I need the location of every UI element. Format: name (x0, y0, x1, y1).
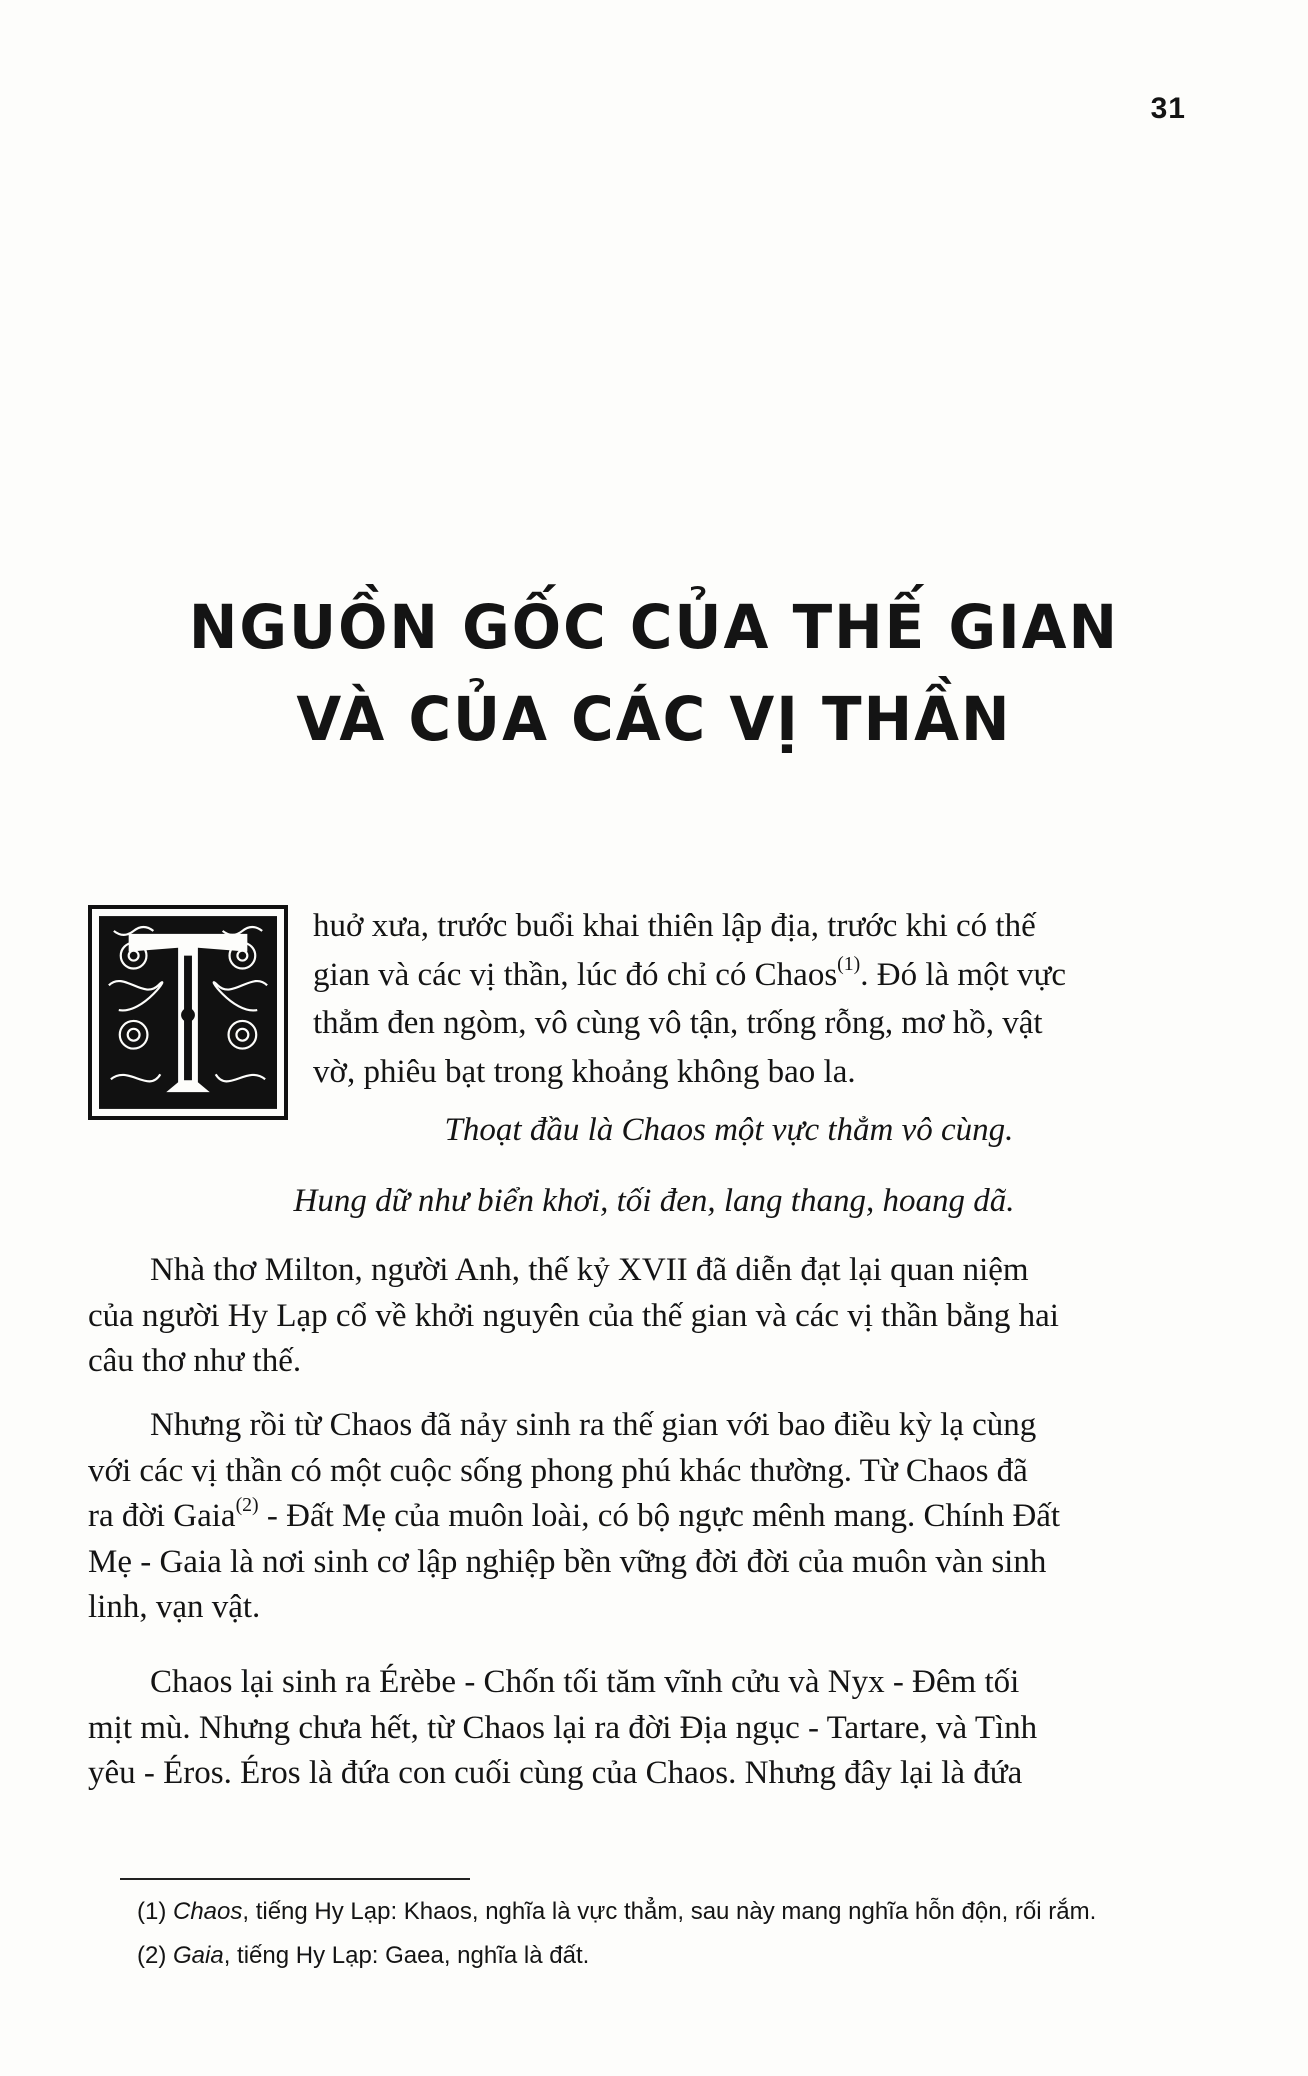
paragraph-line: Nhà thơ Milton, người Anh, thế kỷ XVII đã diễn đạt lại quan niệm (150, 1252, 1029, 1288)
paragraph-line-text: ra đời Gaia (88, 1498, 236, 1535)
paragraph-line: Chaos lại sinh ra Érèbe - Chốn tối tăm vĩnh cửu và Nyx - Đêm tối (150, 1664, 1020, 1700)
intro-line-1: huở xưa, trước buổi khai thiên lập địa, trước khi có thế (313, 908, 1036, 944)
intro-line-4: vờ, phiêu bạt trong khoảng không bao la. (313, 1053, 856, 1090)
verse-line-1: Thoạt đầu là Chaos một vực thẳm vô cùng. (444, 1112, 1014, 1148)
drop-cap (88, 905, 288, 1120)
paragraph-line: của người Hy Lạp cổ về khởi nguyên của thế gian và các vị thần bằng hai (88, 1297, 1059, 1334)
paragraph-line: Nhưng rồi từ Chaos đã nảy sinh ra thế gian với bao điều kỳ lạ cùng (150, 1407, 1037, 1443)
chapter-title-line-1: NGUỒN GỐC CỦA THẾ GIAN (188, 591, 1120, 663)
page-number: 31 (1150, 92, 1186, 125)
footnote-divider (120, 1878, 470, 1880)
ornamental-initial-icon (99, 916, 277, 1109)
verse-line-2: Hung dữ như biển khơi, tối đen, lang thang, hoang dã. (293, 1183, 1015, 1219)
footnote-ref-1: (1) (837, 952, 861, 975)
paragraph-line: linh, vạn vật. (88, 1589, 261, 1626)
intro-paragraph (313, 902, 1183, 1096)
footnote-text: , tiếng Hy Lạp: Gaea, nghĩa là đất. (223, 1942, 590, 1969)
paragraph-line: câu thơ như thế. (88, 1343, 302, 1380)
footnote-term: Gaia (173, 1942, 224, 1969)
footnote-term: Chaos (173, 1898, 243, 1925)
intro-line-3: thẳm đen ngòm, vô cùng vô tận, trống rỗng, mơ hồ, vật (313, 1005, 1043, 1041)
chapter-title-line-2: VÀ CỦA CÁC VỊ THẦN (296, 683, 1012, 755)
footnote-text: , tiếng Hy Lạp: Khaos, nghĩa là vực thẳm, sau này mang nghĩa hỗn độn, rối rắm. (242, 1898, 1097, 1925)
paragraph-line-text-cont: - Đất Mẹ của muôn loài, có bộ ngực mênh mang. Chính Đất (258, 1498, 1061, 1535)
paragraph-milton (88, 1248, 1183, 1385)
paragraph-line: yêu - Éros. Éros là đứa con cuối cùng của Chaos. Nhưng đây lại là đứa (88, 1755, 1023, 1792)
paragraph-line (88, 1494, 1183, 1540)
paragraph-gaia (88, 1403, 1183, 1631)
chapter-title (0, 581, 1308, 766)
footnote-2 (137, 1934, 1197, 1978)
paragraph-line: mịt mù. Nhưng chưa hết, từ Chaos lại ra đời Địa ngục - Tartare, và Tình (88, 1709, 1038, 1746)
footnote-ref-2: (2) (235, 1494, 259, 1517)
paragraph-erebe (88, 1660, 1183, 1797)
paragraph-line: với các vị thần có một cuộc sống phong phú khác thường. Từ Chaos đã (88, 1452, 1028, 1489)
footnote-1 (137, 1890, 1197, 1934)
intro-line-2-text-cont: . Đó là một vực (860, 956, 1067, 993)
intro-line-2-text: gian và các vị thần, lúc đó chỉ có Chaos (313, 956, 838, 993)
footnote-number: (1) (137, 1898, 173, 1925)
intro-line-2 (313, 951, 1183, 1000)
paragraph-line: Mẹ - Gaia là nơi sinh cơ lập nghiệp bền vững đời đời của muôn vàn sinh (88, 1543, 1047, 1580)
footnote-number: (2) (137, 1942, 173, 1969)
footnotes (137, 1890, 1197, 1978)
